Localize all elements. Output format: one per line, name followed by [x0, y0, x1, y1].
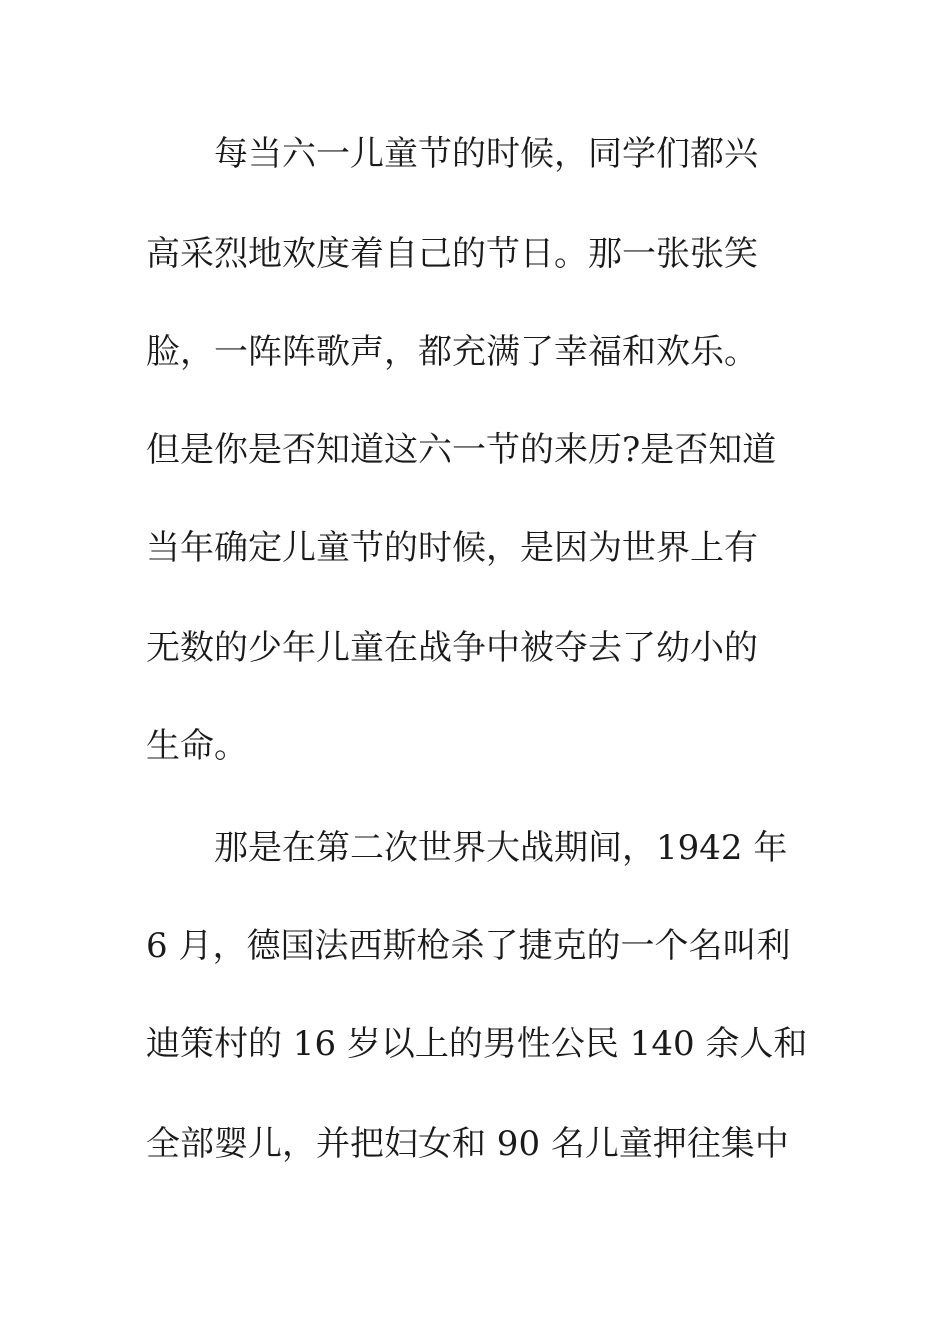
- paragraph-1-line-6: 无数的少年儿童在战争中被夺去了幼小的: [146, 628, 758, 668]
- paragraph-2-line-4: 全部婴儿，并把妇女和 90 名儿童押往集中: [146, 1124, 789, 1164]
- paragraph-1-line-3: 脸，一阵阵歌声，都充满了幸福和欢乐。: [146, 332, 758, 372]
- paragraph-2-line-2: 6 月，德国法西斯枪杀了捷克的一个名叫利: [146, 926, 791, 966]
- paragraph-2-line-1: 那是在第二次世界大战期间，1942 年: [214, 828, 788, 868]
- paragraph-2-line-3: 迪策村的 16 岁以上的男性公民 140 余人和: [146, 1024, 808, 1064]
- paragraph-1-line-2: 高采烈地欢度着自己的节日。那一张张笑: [146, 234, 758, 274]
- paragraph-1-line-7: 生命。: [146, 726, 248, 766]
- paragraph-1-line-1: 每当六一儿童节的时候，同学们都兴: [214, 134, 758, 174]
- paragraph-1-line-4: 但是你是否知道这六一节的来历?是否知道: [146, 430, 777, 470]
- paragraph-1-line-5: 当年确定儿童节的时候，是因为世界上有: [146, 528, 758, 568]
